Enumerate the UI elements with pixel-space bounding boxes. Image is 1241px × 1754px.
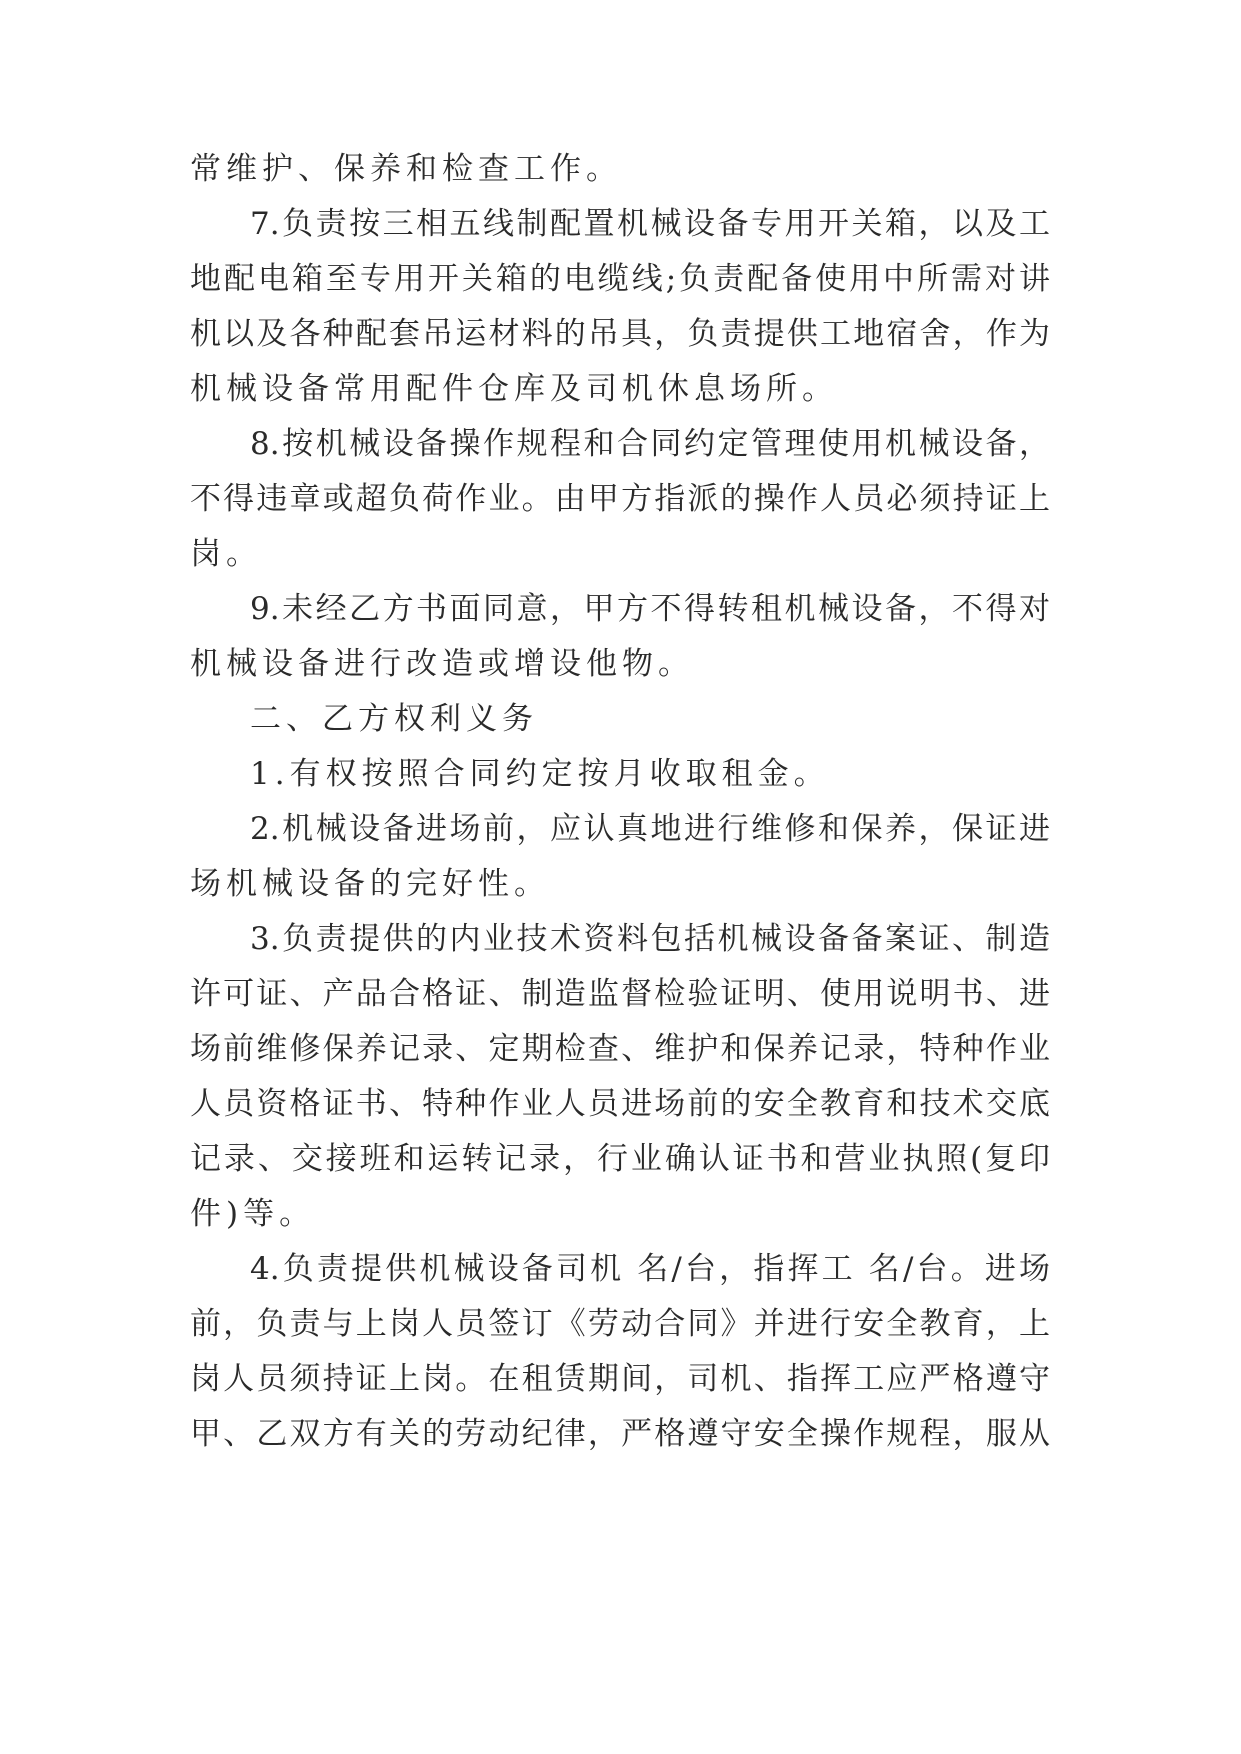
text-line: 记录、交接班和运转记录，行业确认证书和营业执照(复印 <box>190 1141 1050 1177</box>
text-line: 9.未经乙方书面同意，甲方不得转租机械设备，不得对 <box>250 591 1050 627</box>
text-line: 场机械设备的完好性。 <box>190 866 550 902</box>
text-line: 岗。 <box>190 536 262 572</box>
text-line: 场前维修保养记录、定期检查、维护和保养记录，特种作业 <box>190 1031 1050 1067</box>
text-line: 8.按机械设备操作规程和合同约定管理使用机械设备， <box>250 426 1050 462</box>
text-line: 不得违章或超负荷作业。由甲方指派的操作人员必须持证上 <box>190 481 1050 517</box>
text-line: 机以及各种配套吊运材料的吊具，负责提供工地宿舍，作为 <box>190 316 1050 352</box>
text-line: 许可证、产品合格证、制造监督检验证明、使用说明书、进 <box>190 976 1050 1012</box>
text-line: 人员资格证书、特种作业人员进场前的安全教育和技术交底 <box>190 1086 1050 1122</box>
text-line: 2.机械设备进场前，应认真地进行维修和保养，保证进 <box>250 811 1050 847</box>
section-heading: 二、乙方权利义务 <box>250 701 538 737</box>
text-line: 地配电箱至专用开关箱的电缆线;负责配备使用中所需对讲 <box>190 261 1050 297</box>
text-line: 1.有权按照合同约定按月收取租金。 <box>250 756 830 792</box>
text-line: 机械设备进行改造或增设他物。 <box>190 646 694 682</box>
text-line: 甲、乙双方有关的劳动纪律，严格遵守安全操作规程，服从 <box>190 1416 1050 1452</box>
text-line: 3.负责提供的内业技术资料包括机械设备备案证、制造 <box>250 921 1050 957</box>
text-line: 岗人员须持证上岗。在租赁期间，司机、指挥工应严格遵守 <box>190 1361 1050 1397</box>
text-line: 4.负责提供机械设备司机 名/台，指挥工 名/台。进场 <box>250 1251 1050 1287</box>
text-line: 机械设备常用配件仓库及司机休息场所。 <box>190 371 838 407</box>
text-line: 件)等。 <box>190 1196 316 1232</box>
text-line: 常维护、保养和检查工作。 <box>190 151 622 187</box>
text-line: 前，负责与上岗人员签订《劳动合同》并进行安全教育，上 <box>190 1306 1050 1342</box>
text-line: 7.负责按三相五线制配置机械设备专用开关箱，以及工 <box>250 206 1050 242</box>
